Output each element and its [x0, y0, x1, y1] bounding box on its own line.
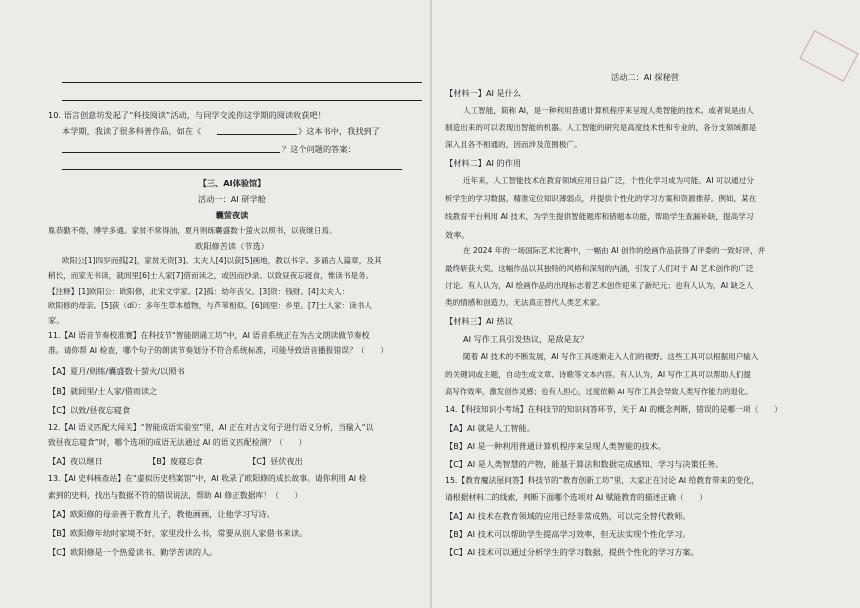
option-13-a[interactable]: 【A】欧阳修的母亲善于教育儿子，教他画画，让他学习写诗。 — [48, 509, 275, 519]
answer-blank[interactable] — [62, 169, 402, 170]
poem-text: 胤恭勤不倦，博学多通。家贫不常得油，夏月则练囊盛数十萤火以照书，以夜继日焉。 — [48, 226, 337, 235]
option-11-a[interactable]: 【A】夏月/则练/囊盛数十萤火/以照书 — [48, 366, 185, 376]
option-13-c[interactable]: 【C】欧阳修是一个热爱读书、勤学苦读的人。 — [48, 547, 218, 557]
left-column — [42, 0, 452, 608]
question-11: 11.【AI 语音节奏校准赛】在科技节“智能朗诵工坊”中，AI 语音系统正在为古文朗读做节奏校 — [48, 331, 370, 340]
option-12-a[interactable]: 【A】夜以继日 — [48, 456, 103, 466]
option-15-a[interactable]: 【A】AI 技术在教育领域的应用已经非常成熟，可以完全替代教师。 — [445, 511, 691, 521]
material-three-title: 【材料三】AI 热议 — [445, 316, 513, 326]
question-11-cont: 准。请你帮 AI 检查，哪个句子的朗读节奏划分不符合系统标准，可能导致语音播报错误？（ ） — [48, 346, 389, 355]
question-12-cont: 致昼夜忘寝食”时，哪个选项的成语无法通过 AI 的语义匹配检测？（ ） — [48, 438, 307, 447]
right-column — [445, 0, 855, 608]
excerpt-line: 稍长，而家无书读，就闾里[6]士人家[7]借而读之，或因而抄录。以致昼夜忘寝食，惟读书是务。 — [48, 271, 374, 280]
material-text: 高写作效率，激发创作灵感；也有人担心，过度依赖 AI 写作工具会导致人类写作能力的退化。 — [445, 387, 753, 396]
excerpt-title: 欧阳修苦读（节选） — [195, 241, 269, 251]
section-title: 【三、AI体验馆】 — [198, 178, 266, 188]
material-text: 类的情感和创造力，无法真正替代人类艺术家。 — [445, 298, 605, 307]
option-12-c[interactable]: 【C】昼伏夜出 — [248, 456, 303, 466]
material-text: 近年来，人工智能技术在教育领域应用日益广泛，个性化学习成为可能。AI 可以通过分 — [463, 176, 754, 185]
question-15-cont: 请根据材料二的线索，判断下面哪个选项对 AI 赋能教育的描述正确（ ） — [445, 493, 708, 502]
question-blank[interactable] — [62, 152, 280, 153]
material-text: 随着 AI 技术的不断发展，AI 写作工具逐渐走入人们的视野。这些工具可以根据用户输入 — [463, 352, 759, 361]
option-14-b[interactable]: 【B】AI 是一种利用普通计算机程序来呈现人类智能的技术。 — [445, 441, 666, 451]
material-text: 在 2024 年的一场国际艺术比赛中，一幅由 AI 创作的绘画作品获得了评委的一致好评，并 — [463, 246, 766, 255]
material-text: 人工智能，简称 AI，是一种利用普通计算机程序来呈现人类智能的技术。或者说是由人 — [463, 106, 754, 115]
question-13-cont: 索到的史料，找出与数据不符的错误说法，帮助 AI 修正数据库！（ ） — [48, 491, 303, 500]
material-text: 最终斩获大奖。这幅作品以其独特的风格和深刻的内涵，引发了人们对于 AI 艺术创作的广泛 — [445, 264, 754, 273]
option-13-b[interactable]: 【B】欧阳修年幼时家境不好，家里没什么书，常要从别人家借书来读。 — [48, 528, 308, 538]
question-10-prompt-a: 本学期，我读了很多科普作品，如在《 — [62, 126, 202, 136]
annotation: 【注释】[1]欧阳公：欧阳修，北宋文学家。[2]孤：幼年丧父。[3]资：钱财。[4]太夫人： — [48, 287, 350, 296]
question-10: 10. 语言创意坊发起了“科技阅读”活动，与同学交流你这学期的阅读收获吧！ — [48, 110, 326, 120]
option-11-b[interactable]: 【B】就闾里/士人家/借而读之 — [48, 386, 158, 396]
material-text: 析学生的学习数据，精准定位知识薄弱点，并提供个性化的学习方案和资源推荐。例如，某在 — [445, 194, 757, 203]
option-11-c[interactable]: 【C】以致/昼夜忘寝食 — [48, 405, 131, 415]
answer-line — [62, 100, 422, 101]
option-15-c[interactable]: 【C】AI 技术可以通过分析学生的学习数据，提供个性化的学习方案。 — [445, 547, 699, 557]
option-14-a[interactable]: 【A】AI 就是人工智能。 — [445, 423, 535, 433]
material-two-title: 【材料二】AI 的作用 — [445, 158, 522, 168]
question-10-prompt-b: 》这本书中，我找到了 — [298, 126, 380, 136]
material-text: 制造出来的可以表现出智能的机器。人工智能的研究是高度技术性和专业的，各分支领域都是 — [445, 123, 757, 132]
annotation: 家。 — [48, 315, 65, 325]
excerpt-line: 欧阳公[1]四岁而孤[2]，家贫无资[3]。太夫人[4]以荻[5]画地，教以书字。多诵古人篇章，及其 — [62, 256, 382, 265]
material-text: 的关键词或主题，自动生成文章、诗歌等文本内容。有人认为，AI 写作工具可以帮助人们提 — [445, 370, 751, 379]
option-14-c[interactable]: 【C】AI 是人类智慧的产物，能基于算法和数据完成感知、学习与决策任务。 — [445, 459, 724, 469]
material-text: 讨论。有人认为，AI 绘画作品的出现标志着艺术创作迎来了新纪元；也有人认为，AI 缺乏人 — [445, 281, 754, 290]
question-13: 13.【AI 史料核查站】在“虚拟历史档案馆”中，AI 收录了欧阳修的成长故事。请你利用 AI 检 — [48, 474, 367, 483]
material-text: 效率。 — [445, 230, 470, 240]
question-14: 14.【科技知识小考场】在科技节的知识问答环节，关于 AI 的概念判断，错误的是哪一项（ ） — [445, 405, 782, 414]
book-title-blank[interactable] — [217, 134, 297, 135]
material-one-title: 【材料一】AI 是什么 — [445, 88, 522, 98]
material-text: 线教育平台利用 AI 技术，为学生提供智能题库和错题本功能，帮助学生查漏补缺，提高学习 — [445, 212, 754, 221]
option-15-b[interactable]: 【B】AI 技术可以帮助学生提高学习效率，但无法实现个性化学习。 — [445, 529, 691, 539]
activity-one-title: 活动一：AI 研学舱 — [198, 194, 266, 204]
option-12-b[interactable]: 【B】废寝忘食 — [148, 456, 203, 466]
answer-line — [62, 82, 422, 83]
material-headline: AI 写作工具引发热议，是敌是友？ — [463, 334, 589, 344]
annotation: 欧阳修的母亲。[5]荻（dí）：多年生草本植物，与芦苇相似。[6]闾里：乡里。[7]士人家：读书人 — [48, 301, 372, 310]
question-10-prompt-c: ？这个问题的答案： — [282, 144, 356, 154]
material-text: 深入且各不相通的，因而涉及范围极广。 — [445, 140, 582, 149]
question-15: 15.【教育魔法屋问答】科技节的“教育创新工坊”里，大家正在讨论 AI 给教育带来的变化， — [445, 476, 759, 485]
question-12: 12.【AI 语义匹配大闯关】“智能成语实验室”里，AI 正在对古文句子进行语义分析，当输入“以 — [48, 423, 374, 432]
poem-title: 囊萤夜读 — [215, 210, 249, 220]
activity-two-title: 活动二：AI 探秘营 — [611, 72, 679, 82]
